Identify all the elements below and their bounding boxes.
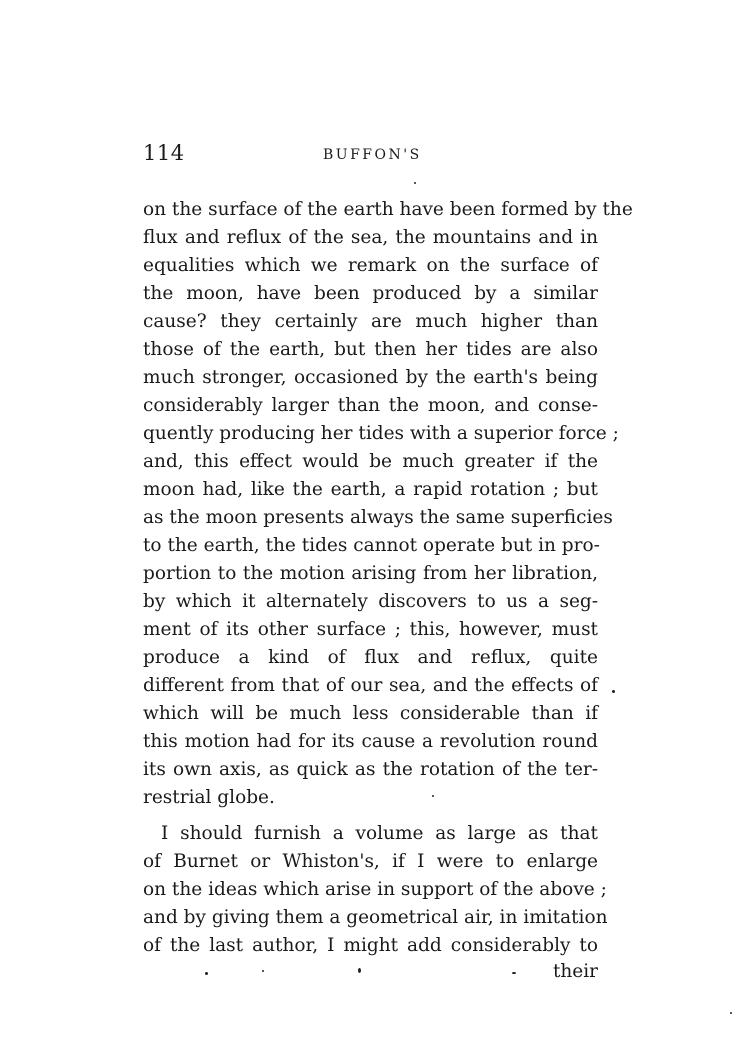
- print-speck: [612, 690, 615, 693]
- text-line: on the ideas which arise in support of the above ;: [143, 879, 607, 900]
- text-line: and, this effect would be much greater if the: [143, 451, 598, 472]
- text-line: considerably larger than the moon, and conse-: [143, 395, 598, 416]
- text-line: ment of its other surface ; this, however, must: [143, 619, 598, 640]
- print-speck: [205, 972, 208, 975]
- print-speck: [358, 968, 361, 973]
- catchword: their: [552, 961, 598, 982]
- paragraph: [143, 196, 633, 812]
- body-text: [143, 196, 633, 960]
- running-head: [143, 141, 598, 171]
- text-line: as the moon presents always the same superficies: [143, 507, 613, 528]
- text-line: restrial globe.: [143, 787, 275, 808]
- print-speck: [432, 795, 434, 797]
- text-line: to the earth, the tides cannot operate but in pro-: [143, 535, 600, 556]
- paragraph-gap: [143, 812, 598, 820]
- text-line: its own axis, as quick as the rotation of the ter-: [143, 759, 598, 780]
- text-line: by which it alternately discovers to us a seg-: [143, 591, 598, 612]
- catchword-line: [143, 958, 598, 986]
- running-title: BUFFON'S: [323, 147, 422, 163]
- text-line: different from that of our sea, and the effects of: [143, 675, 598, 696]
- paragraph: [143, 820, 608, 960]
- text-line: equalities which we remark on the surface of: [143, 255, 598, 276]
- text-line: produce a kind of flux and reflux, quite: [143, 647, 598, 668]
- print-speck: [512, 972, 516, 974]
- text-line: much stronger, occasioned by the earth's being: [143, 367, 598, 388]
- print-speck: [262, 970, 264, 972]
- text-line: cause? they certainly are much higher than: [143, 311, 598, 332]
- text-line: on the surface of the earth have been formed by the: [143, 199, 633, 220]
- text-line: the moon, have been produced by a similar: [143, 283, 598, 304]
- text-line: I should furnish a volume as large as that: [161, 823, 598, 844]
- text-line: flux and reflux of the sea, the mountains and in: [143, 227, 598, 248]
- print-speck: [414, 182, 416, 184]
- text-line: of Burnet or Whiston's, if I were to enlarge: [143, 851, 598, 872]
- text-line: this motion had for its cause a revolution round: [143, 731, 598, 752]
- text-line: of the last author, I might add considerably to: [143, 935, 598, 956]
- text-line: quently producing her tides with a superior force ;: [143, 423, 619, 444]
- text-line: portion to the motion arising from her libration,: [143, 563, 598, 584]
- text-line: those of the earth, but then her tides are also: [143, 339, 598, 360]
- text-line: moon had, like the earth, a rapid rotation ; but: [143, 479, 598, 500]
- text-line: which will be much less considerable than if: [143, 703, 598, 724]
- page-number: 114: [143, 141, 185, 165]
- print-speck: [730, 1012, 732, 1014]
- text-line: and by giving them a geometrical air, in imitation: [143, 907, 608, 928]
